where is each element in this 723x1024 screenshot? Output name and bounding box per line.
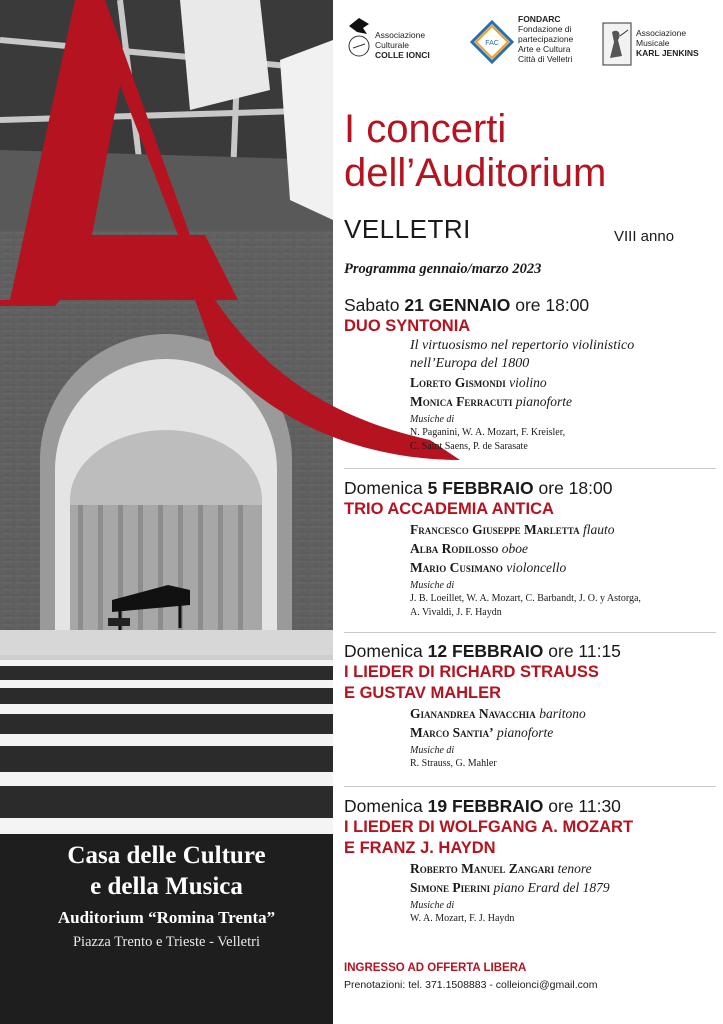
venue-line-1: Casa delle Culture bbox=[67, 842, 266, 869]
event-4 bbox=[344, 795, 716, 926]
event-name: TRIO ACCADEMIA ANTICA bbox=[344, 500, 554, 518]
musician-engraving-icon bbox=[602, 22, 632, 66]
city-name: VELLETRI bbox=[344, 214, 471, 244]
performer: Marco Santia’ pianoforte bbox=[410, 725, 554, 740]
performer: Francesco Giuseppe Marletta flauto bbox=[410, 522, 615, 537]
logo-text: Musicale bbox=[636, 38, 670, 48]
edition-label: VIII anno bbox=[614, 228, 675, 245]
title-line: dell’Auditorium bbox=[344, 151, 607, 195]
event-name: I LIEDER DI RICHARD STRAUSS bbox=[344, 663, 599, 681]
divider bbox=[344, 468, 716, 469]
logo-text: Associazione bbox=[375, 30, 426, 40]
performer: Alba Rodilosso oboe bbox=[410, 541, 529, 556]
bird-crest-icon bbox=[345, 14, 373, 58]
event-subtitle: Il virtuosismo nel repertorio violinistico bbox=[410, 338, 635, 353]
logo-text: Culturale bbox=[375, 40, 410, 50]
composers: R. Strauss, G. Mahler bbox=[410, 758, 497, 769]
event-subtitle: nell’Europa del 1800 bbox=[410, 356, 530, 371]
logo-text: Città di Velletri bbox=[518, 54, 573, 64]
logo-text: Arte e Cultura bbox=[518, 44, 571, 54]
entry-notice: INGRESSO AD OFFERTA LIBERA bbox=[344, 962, 527, 974]
venue-auditorium: Auditorium “Romina Trenta” bbox=[57, 908, 276, 927]
poster-title bbox=[344, 107, 606, 195]
fondarc-diamond-icon bbox=[470, 20, 514, 64]
music-heading: Musiche di bbox=[410, 745, 455, 756]
event-date: Domenica 12 FEBBRAIO ore 11:15 bbox=[344, 641, 621, 661]
performer: Roberto Manuel Zangari tenore bbox=[410, 861, 592, 876]
event-2 bbox=[344, 477, 716, 620]
event-name: E GUSTAV MAHLER bbox=[344, 684, 502, 702]
performer: Simone Pierini piano Erard del 1879 bbox=[410, 880, 610, 895]
event-name: DUO SYNTONIA bbox=[344, 317, 471, 335]
title-line: I concerti bbox=[344, 107, 507, 151]
event-date: Sabato 21 GENNAIO ore 18:00 bbox=[344, 295, 590, 315]
logo-bold-text: FONDARC bbox=[518, 14, 561, 24]
composers: J. B. Loeillet, W. A. Mozart, C. Barbandt, J. O. y Astorga, bbox=[410, 593, 641, 604]
event-date: Domenica 5 FEBBRAIO ore 18:00 bbox=[344, 478, 613, 498]
logo-text: Associazione bbox=[636, 28, 687, 38]
composers: N. Paganini, W. A. Mozart, F. Kreisler, bbox=[410, 427, 566, 438]
event-name: I LIEDER DI WOLFGANG A. MOZART bbox=[344, 818, 634, 836]
logo-text: partecipazione bbox=[518, 34, 574, 44]
performer: Monica Ferracuti pianoforte bbox=[410, 394, 572, 409]
event-date: Domenica 19 FEBBRAIO ore 11:30 bbox=[344, 796, 621, 816]
composers: C. Saint Saens, P. de Sarasate bbox=[410, 441, 528, 452]
event-1 bbox=[344, 294, 716, 454]
venue-line-2: e della Musica bbox=[90, 873, 243, 900]
event-3 bbox=[344, 640, 716, 771]
performer: Mario Cusimano violoncello bbox=[410, 560, 567, 575]
logo-text: Fondazione di bbox=[518, 24, 572, 34]
event-name: E FRANZ J. HAYDN bbox=[344, 839, 496, 857]
divider bbox=[344, 786, 716, 787]
venue-address: Piazza Trento e Trieste - Velletri bbox=[72, 934, 260, 950]
composers: A. Vivaldi, J. F. Haydn bbox=[410, 607, 502, 618]
booking-info: Prenotazioni: tel. 371.1508883 - colleionci@gmail.com bbox=[344, 979, 598, 991]
logo-bold-text: KARL JENKINS bbox=[636, 48, 699, 58]
music-heading: Musiche di bbox=[410, 900, 455, 911]
music-heading: Musiche di bbox=[410, 414, 455, 425]
composers: W. A. Mozart, F. J. Haydn bbox=[410, 913, 515, 924]
divider bbox=[344, 632, 716, 633]
program-period: Programma gennaio/marzo 2023 bbox=[344, 261, 542, 277]
performer: Gianandrea Navacchia baritono bbox=[410, 706, 586, 721]
performer: Loreto Gismondi violino bbox=[410, 375, 547, 390]
sponsor-logos bbox=[345, 14, 717, 76]
venue-block bbox=[0, 840, 333, 951]
music-heading: Musiche di bbox=[410, 580, 455, 591]
logo-bold-text: COLLE IONCI bbox=[375, 50, 430, 60]
svg-text:FAC: FAC bbox=[485, 40, 499, 47]
